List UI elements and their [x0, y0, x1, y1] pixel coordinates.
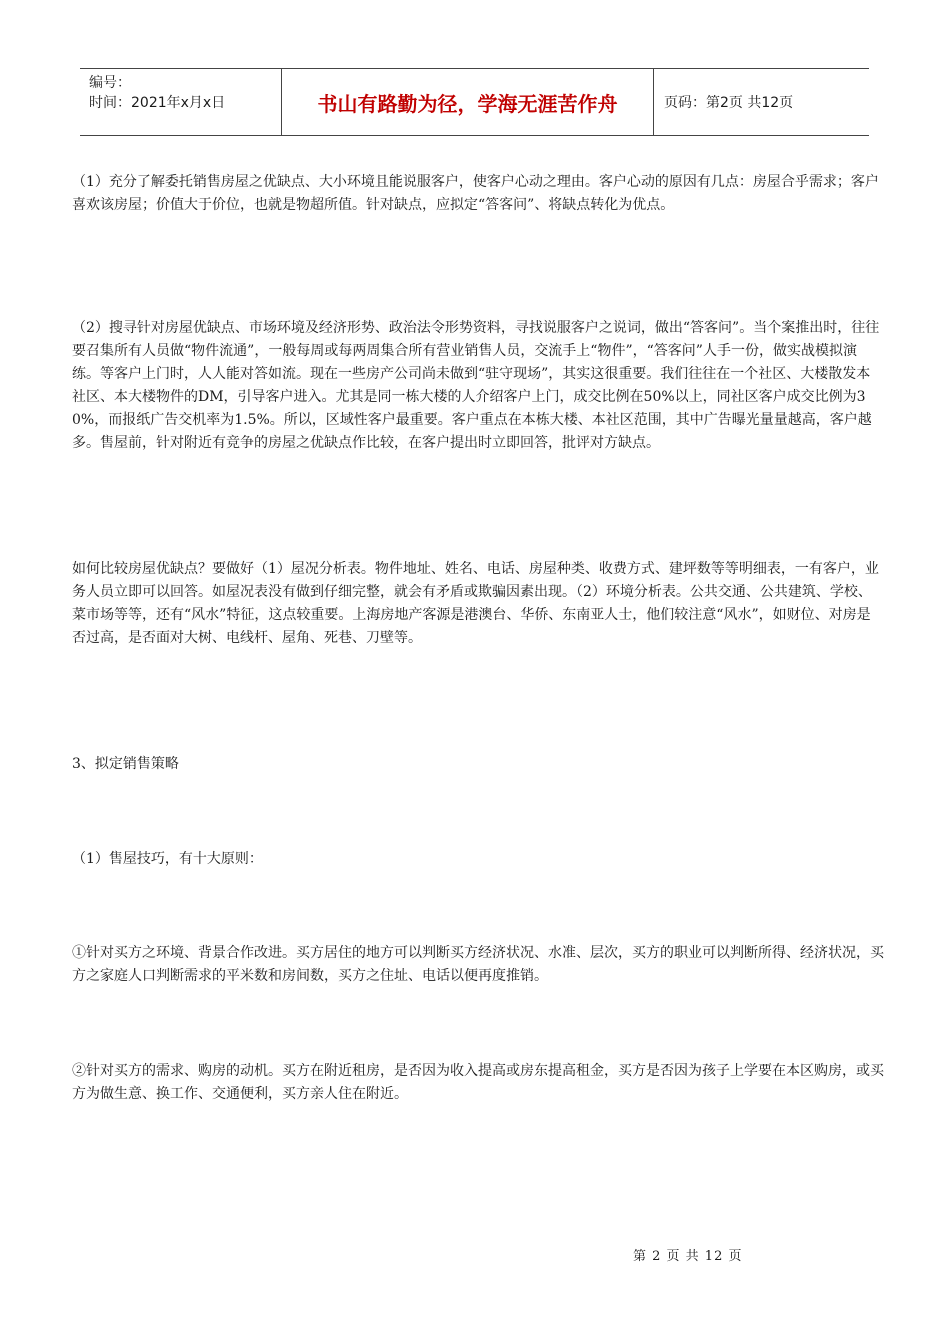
- page-footer: 第 2 页 共 12 页: [633, 1249, 743, 1264]
- paragraph-6: ②针对买方的需求、购房的动机。买方在附近租房，是否因为收入提高或房东提高租金，买方是否因为孩子上学要在本区购房，或买方为做生意、换工作、交通便利，买方亲人住在附近。: [72, 1063, 884, 1102]
- header-motto: 书山有路勤为径，学海无涯苦作舟: [281, 69, 654, 135]
- document-number-label: 编号：: [89, 75, 131, 91]
- document-date-label: 时间：2021年x月x日: [89, 95, 226, 111]
- section-heading: 3、拟定销售策略: [72, 756, 179, 772]
- paragraph-2: （2）搜寻针对房屋优缺点、市场环境及经济形势、政治法令形势资料，寻找说服客户之说词，做出“答客问”。当个案推出时，往往要召集所有人员做“物件流通”，一般每周或每两周集合所有营业销售人员，交流手上“物件”，“答客问”人手一份，做实战模拟演练。等客户上门时，人人能对答如流。现在一些房产公司尚未做到“驻守现场”，其实这很重要。我们往往在一个社区、大楼散发本社区、本大楼物件的DM，引导客户进入。尤其是同一栋大楼的人介绍客户上门，成交比例在50%以上，同社区客户成交比例为30%，而报纸广告交机率为1.5%。所以，区域性客户最重要。客户重点在本栋大楼、本社区范围，其中广告曝光量量越高，客户越多。售屋前，针对附近有竞争的房屋之优缺点作比较，在客户提出时立即回答，批评对方缺点。: [72, 320, 880, 451]
- paragraph-1: （1）充分了解委托销售房屋之优缺点、大小环境且能说服客户，使客户心动之理由。客户心动的原因有几点：房屋合乎需求；客户喜欢该房屋；价值大于价位，也就是物超所值。针对缺点，应拟定“答客问”、将缺点转化为优点。: [72, 174, 879, 213]
- document-header: [80, 68, 869, 136]
- header-page-info: 页码：第2页 共12页: [664, 95, 794, 111]
- paragraph-4: （1）售屋技巧，有十大原则：: [72, 851, 263, 867]
- header-meta: [80, 69, 281, 135]
- paragraph-3: 如何比较房屋优缺点？要做好（1）屋况分析表。物件地址、姓名、电话、房屋种类、收费方式、建坪数等等明细表，一有客户，业务人员立即可以回答。如屋况表没有做到仔细完整，就会有矛盾或欺骗因素出现。（2）环境分析表。公共交通、公共建筑、学校、菜市场等等，还有“风水”特征，这点较重要。上海房地产客源是港澳台、华侨、东南亚人士，他们较注意“风水”，如财位、对房是否过高，是否面对大树、电线杆、屋角、死巷、刀壁等。: [72, 561, 879, 646]
- paragraph-5: ①针对买方之环境、背景合作改进。买方居住的地方可以判断买方经济状况、水准、层次，买方的职业可以判断所得、经济状况，买方之家庭人口判断需求的平米数和房间数，买方之住址、电话以便再度推销。: [72, 945, 884, 984]
